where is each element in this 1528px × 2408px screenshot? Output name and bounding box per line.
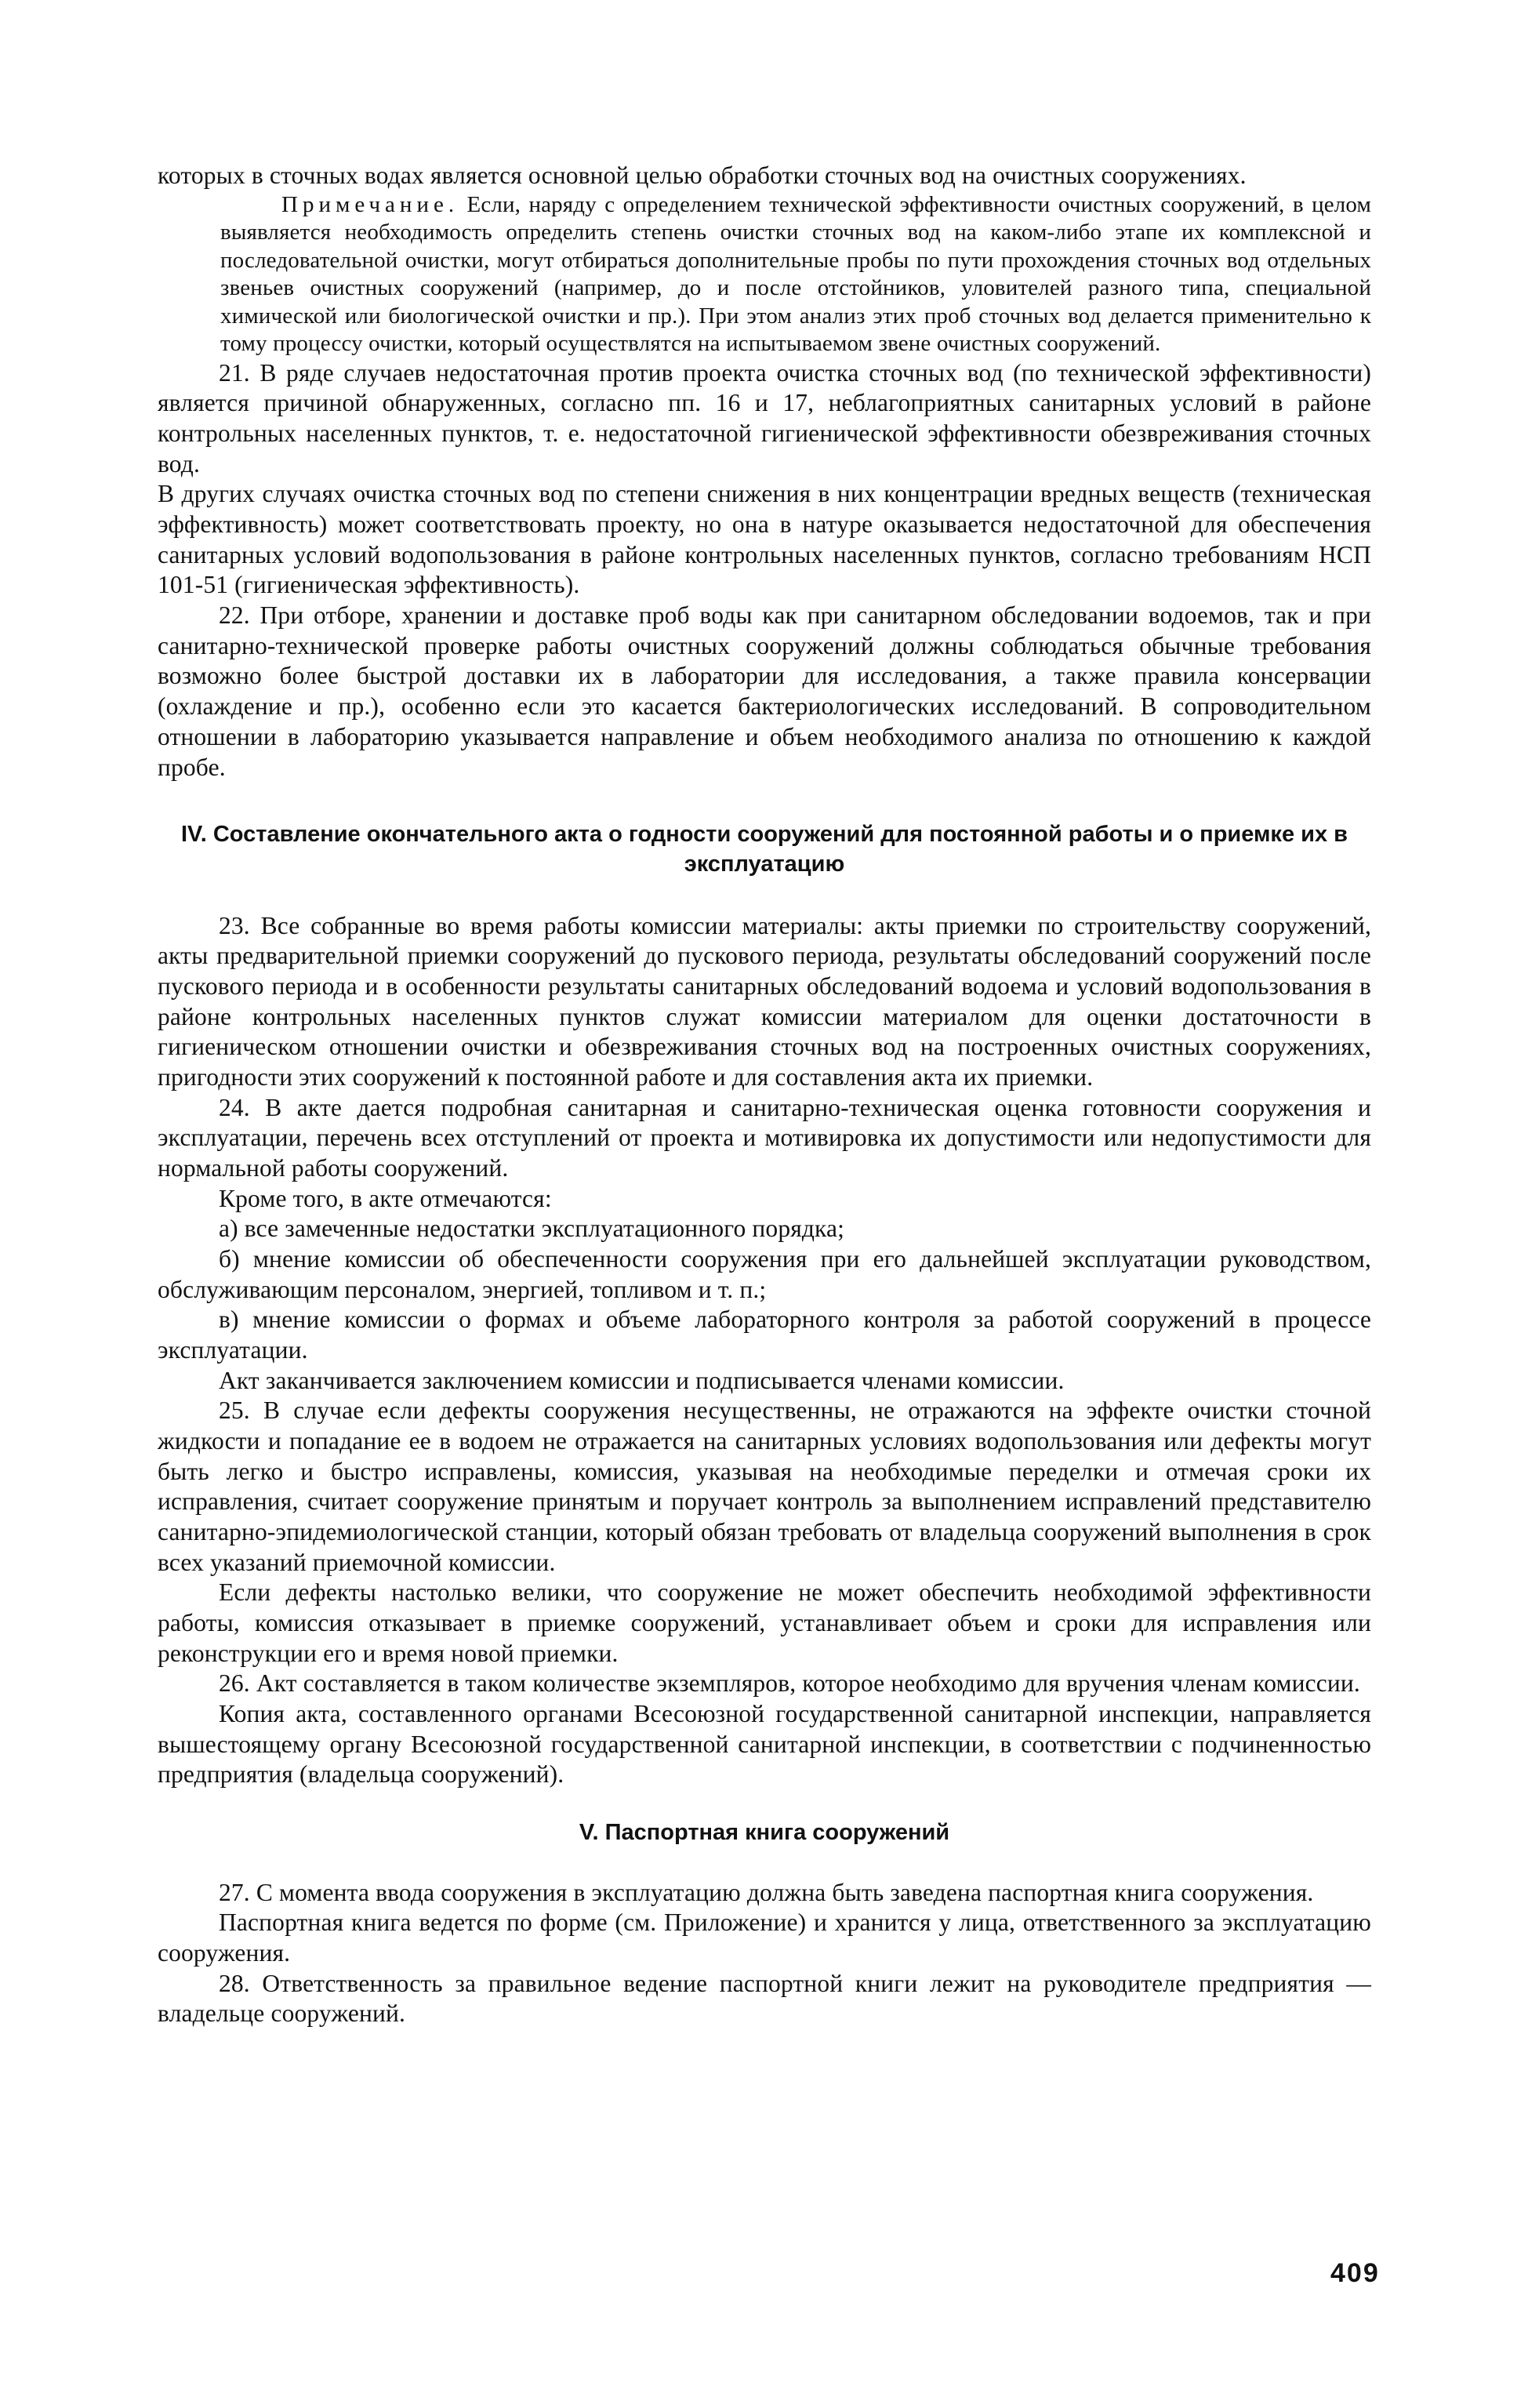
paragraph-24-end: Акт заканчивается заключением комиссии и подписывается членами комиссии. — [219, 1366, 1065, 1394]
paragraph-24-item-c: в) мнение комиссии о формах и объеме лабораторного контроля за работой сооружений в процессе эксплуатации. — [158, 1306, 1371, 1364]
paragraph-26-continued: Копия акта, составленного органами Всесоюзной государственной санитарной инспекции, направляется вышестоящему органу Всесоюзной государственной санитарной инспекции, в соответствии с подчиненностью предприятия (владельца сооружений). — [158, 1700, 1371, 1789]
section-4-heading: IV. Составление окончательного акта о годности сооружений для постоянной работы и о приемке их в эксплуатацию — [181, 822, 1348, 877]
paragraph-24-item-a: а) все замеченные недостатки эксплуатационного порядка; — [219, 1215, 845, 1243]
paragraph-24-item-b: б) мнение комиссии об обеспеченности сооружения при его дальнейшей эксплуатации руководством, обслуживающим персоналом, энергией, топливом и т. п.; — [158, 1244, 1371, 1303]
paragraph-27: 27. С момента ввода сооружения в эксплуатацию должна быть заведена паспортная книга сооружения. — [219, 1878, 1314, 1906]
paragraph-25-continued: Если дефекты настолько велики, что сооружение не может обеспечить необходимой эффективности работы, комиссия отказывает в приемке сооружений, устанавливает объем и сроки для исправления или реконструкции его и время новой приемки. — [158, 1578, 1371, 1667]
note-paragraph — [220, 191, 1371, 358]
paragraph-21-continued: В других случаях очистка сточных вод по степени снижения в них концентрации вредных веществ (техническая эффективность) может соответствовать проекту, но она в натуре оказывается недостаточной для обеспечения санитарных условий водопользования в районе контрольных населенных пунктов, согласно требованиям НСП 101-51 (гигиеническая эффективность). — [158, 480, 1371, 599]
paragraph-22: 22. При отборе, хранении и доставке проб воды как при санитарном обследовании водоемов, так и при санитарно-технической проверке работы очистных сооружений должны соблюдаться обычные требования возможно более быстрой доставки их в лаборатории для исследования, а также правила консервации (охлаждение и пр.), особенно если это касается бактериологических исследований. В сопроводительном отношении в лабораторию указывается направление и объем необходимого анализа по отношению к каждой пробе. — [158, 601, 1371, 781]
paragraph-28: 28. Ответственность за правильное ведение паспортной книги лежит на руководителе предприятия — владельце сооружений. — [158, 1969, 1371, 2028]
paragraph-25: 25. В случае если дефекты сооружения несущественны, не отражаются на эффекте очистки сточной жидкости и попадание ее в водоем не отражается на санитарных условиях водопользования или дефекты могут быть легко и быстро исправлены, комиссия, указывая на необходимые переделки и отмечая сроки их исправления, считает сооружение принятым и поручает контроль за выполнением исправлений представителю санитарно-эпидемиологической станции, который обязан требовать от владельца сооружений выполнения в срок всех указаний приемочной комиссии. — [158, 1396, 1371, 1576]
paragraph-21: 21. В ряде случаев недостаточная против проекта очистка сточных вод (по технической эффективности) является причиной обнаруженных, согласно пп. 16 и 17, неблагоприятных санитарных условий в районе контрольных населенных пунктов, т. е. недостаточной гигиенической эффективности обезвреживания сточных вод. — [158, 358, 1371, 478]
section-5-heading: V. Паспортная книга сооружений — [579, 1820, 950, 1846]
paragraph-24-intro: Кроме того, в акте отмечаются: — [219, 1184, 552, 1212]
note-label: Примечание. — [281, 191, 459, 217]
note-text: Если, наряду с определением технической эффективности очистных сооружений, в целом выявляется необходимость определить степень очистки сточных вод на каком-либо этапе их комплексной и последовательной очистки, могут отбираться дополнительные пробы по пути прохождения сточных вод отдельных звеньев очистных сооружений (например, до и после отстойников, уловителей разного типа, специальной химической или биологической очистки и пр.). При этом анализ этих проб сточных вод делается применительно к тому процессу очистки, который осуществлятся на испытываемом звене очистных сооружений. — [220, 191, 1371, 357]
paragraph-27-continued: Паспортная книга ведется по форме (см. Приложение) и хранится у лица, ответственного за эксплуатацию сооружения. — [158, 1909, 1371, 1967]
paragraph-26: 26. Акт составляется в таком количестве экземпляров, которое необходимо для вручения членам комиссии. — [219, 1669, 1360, 1698]
paragraph-24: 24. В акте дается подробная санитарная и санитарно-техническая оценка готовности сооружения и эксплуатации, перечень всех отступлений от проекта и мотивировка их допустимости или недопустимости для нормальной работы сооружений. — [158, 1093, 1371, 1182]
document-page — [158, 161, 1371, 2029]
page-number: 409 — [1330, 2258, 1380, 2288]
paragraph-23: 23. Все собранные во время работы комиссии материалы: акты приемки по строительству сооружений, акты предварительной приемки сооружений до пускового периода, результаты обследований сооружений после пускового периода и в особенности результаты санитарных обследований водоема и условий водопользования в районе контрольных населенных пунктов служат комиссии материалом для оценки достаточности в гигиеническом отношении очистки и обезвреживания сточных вод на построенных очистных сооружениях, пригодности этих сооружений к постоянной работе и для составления акта их приемки. — [158, 911, 1371, 1091]
paragraph-intro: которых в сточных водах является основной целью обработки сточных вод на очистных сооружениях. — [158, 162, 1247, 189]
